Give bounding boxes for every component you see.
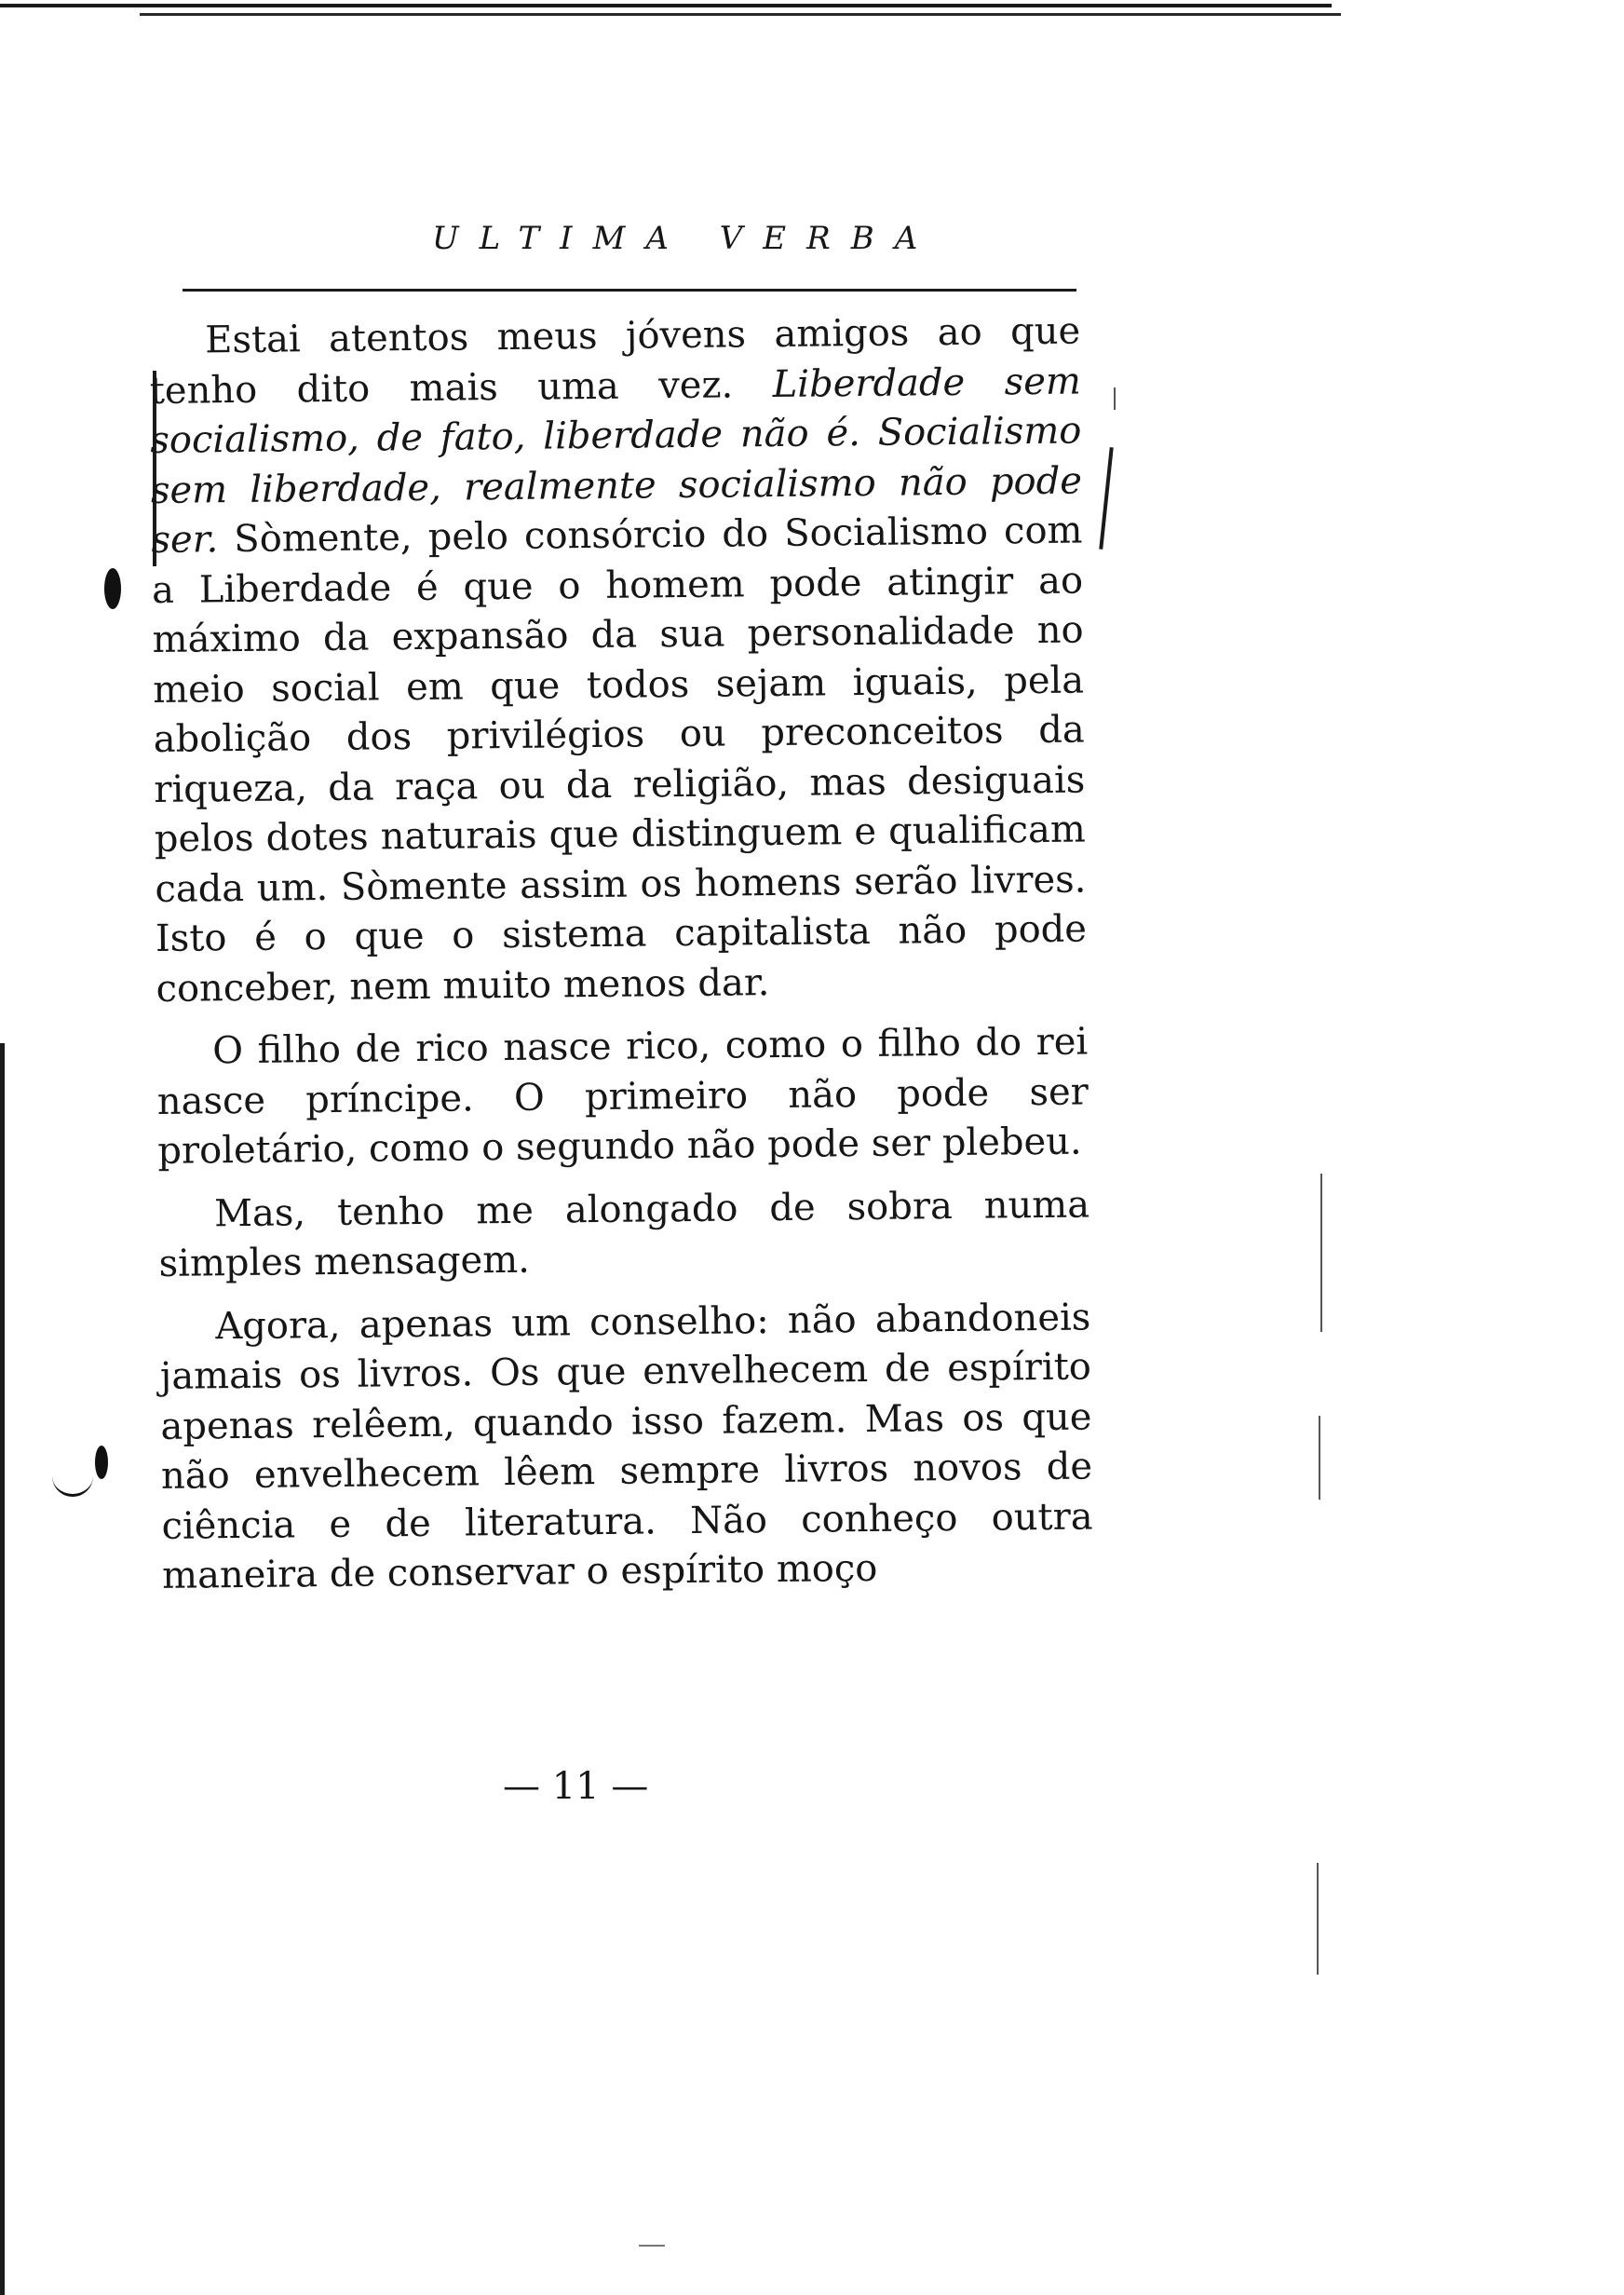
header-rule bbox=[183, 289, 1076, 292]
ink-blot-mark bbox=[104, 568, 121, 609]
scan-speck bbox=[639, 2245, 665, 2247]
margin-pencil-mark-right bbox=[1099, 447, 1113, 550]
paragraph-run-italic: Liberdade sem socialismo, de fato, liberdade não é. Socialismo sem liberdade, realmente socialismo não pode ser. bbox=[150, 360, 1083, 562]
scan-speck bbox=[1317, 1863, 1319, 1975]
paragraph-run: O filho de rico nasce rico, como o filho do rei nasce príncipe. O primeiro não pode ser proletário, como o segundo não pode ser plebeu. bbox=[156, 1020, 1089, 1173]
ink-blot-mark bbox=[95, 1446, 108, 1479]
scan-left-edge-shadow bbox=[0, 1043, 5, 2295]
page-number: — 11 — bbox=[503, 1765, 649, 1808]
paragraph bbox=[149, 307, 1088, 1014]
paragraph bbox=[158, 1180, 1090, 1289]
scan-speck bbox=[1320, 1174, 1322, 1332]
scan-top-edge-rule-inner bbox=[140, 13, 1341, 16]
body-text bbox=[149, 307, 1093, 1602]
paragraph-run: Sòmente, pelo consórcio do Socialismo com a Liberdade é que o homem pode atingir ao máximo da expansão da sua personalidade no meio social em que todos sejam iguais, pela abolição dos privilégios ou preconceitos da riqueza, da raça ou da religião, mas desiguais pelos dotes naturais que distinguem e qualificam cada um. Sòmente assim os homens serão livres. Isto é o que o sistema capitalista não pode conceber, nem muito menos dar. bbox=[151, 509, 1088, 1011]
paragraph-run: Agora, apenas um conselho: não abandoneis jamais os livros. Os que envelhecem de espírito apenas relêem, quando isso fazem. Mas os que não envelhecem lêem sempre livros novos de ciência e de literatura. Não conheço outra maneira de conservar o espírito moço bbox=[159, 1295, 1093, 1597]
paragraph bbox=[156, 1017, 1089, 1176]
scan-speck bbox=[1319, 1416, 1320, 1500]
ink-curve-mark bbox=[52, 1472, 93, 1497]
paragraph-run: Mas, tenho me alongado de sobra numa simples mensagem. bbox=[158, 1182, 1090, 1285]
running-header: ULTIMA VERBA bbox=[432, 220, 939, 257]
scan-speck bbox=[1114, 387, 1116, 410]
paragraph-run: Estai atentos meus jóvens amigos ao que tenho dito mais uma vez. bbox=[149, 309, 1081, 413]
paragraph bbox=[159, 1293, 1093, 1601]
scan-top-edge-rule bbox=[0, 4, 1332, 7]
